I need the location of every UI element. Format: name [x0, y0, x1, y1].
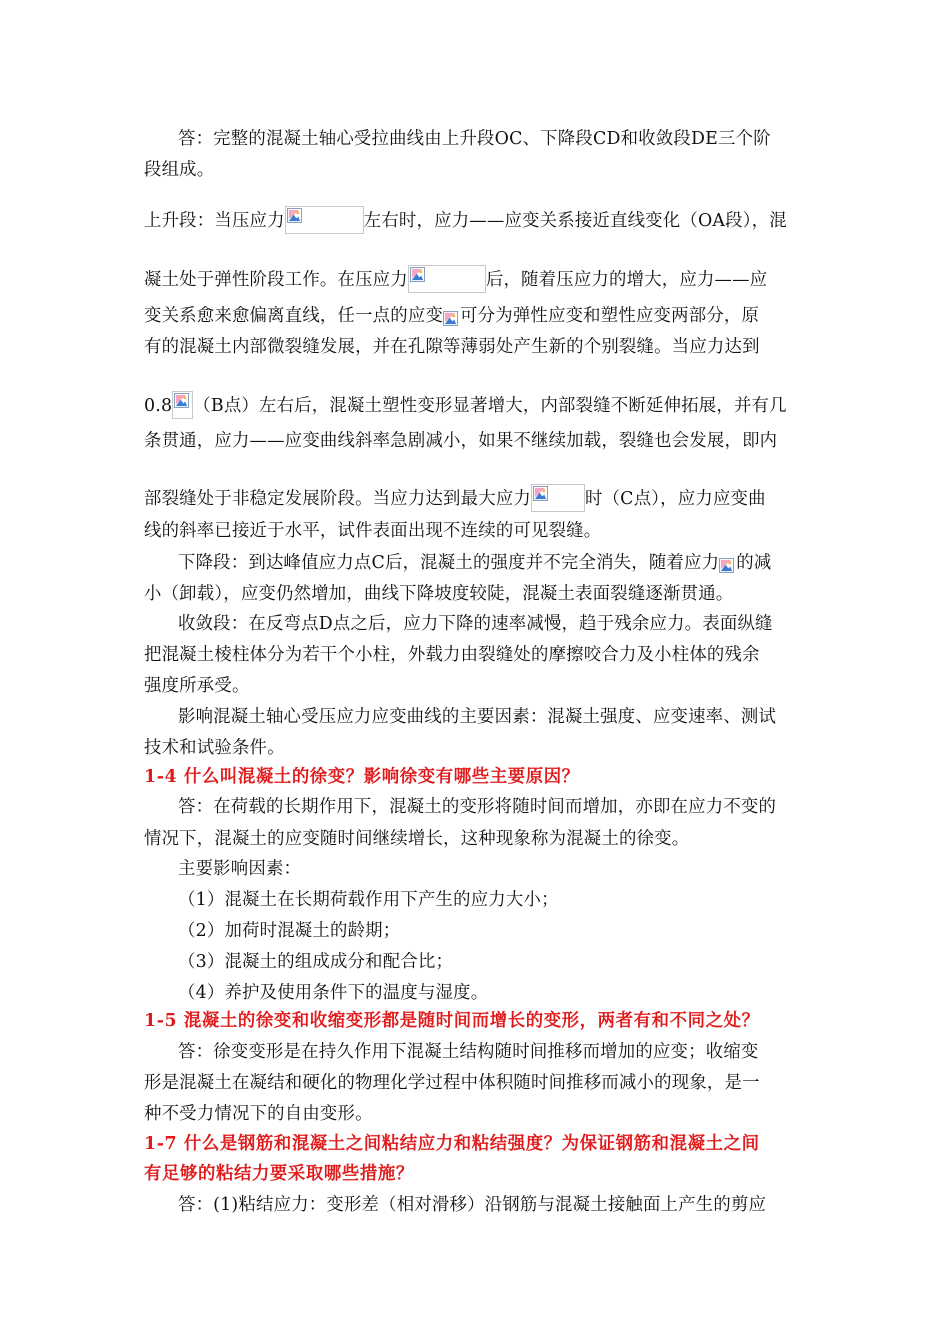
factors-line: [144, 735, 285, 761]
rising-stage-line: [144, 428, 777, 454]
rising-stage-line: [144, 206, 787, 232]
text-run: 时（C点），应力应变曲: [585, 489, 766, 509]
formula-image: [172, 391, 193, 419]
text-run: 后，随着压应力的增大，应力——应: [485, 270, 768, 290]
list-item: [178, 949, 453, 975]
text-run: （1）混凝土在长期荷载作用下产生的应力大小；: [178, 890, 559, 910]
answer-line: [144, 1070, 760, 1096]
text-run: 段组成。: [144, 160, 215, 180]
text-run: 左右时，应力——应变关系接近直线变化（OA段），混: [363, 211, 787, 231]
text-run: 1-7 什么是钢筋和混凝土之间粘结应力和粘结强度？为保证钢筋和混凝土之间: [144, 1134, 760, 1154]
text-run: 把混凝土棱柱体分为若干个小柱，外载力由裂缝处的摩擦咬合力及小柱体的残余: [144, 645, 760, 665]
text-run: （4）养护及使用条件下的温度与湿度。: [178, 983, 489, 1003]
text-run: 0.8: [144, 396, 173, 416]
text-run: 答：徐变变形是在持久作用下混凝土结构随时间推移而增加的应变；收缩变: [178, 1042, 759, 1062]
text-run: 部裂缝处于非稳定发展阶段。当应力达到最大应力: [144, 489, 531, 509]
broken-image-icon: [410, 267, 425, 282]
answer-paragraph-line: [144, 157, 214, 183]
answer-line: [178, 1039, 759, 1065]
answer-line: [178, 856, 301, 882]
text-run: （B点）左右后，混凝土塑性变形显著增大，内部裂缝不断延伸拓展，并有几: [193, 396, 787, 416]
text-run: （2）加荷时混凝土的龄期；: [178, 921, 401, 941]
text-run: 凝土处于弹性阶段工作。在压应力: [144, 270, 408, 290]
answer-line: [178, 794, 776, 820]
broken-image-icon: [533, 486, 548, 501]
text-run: 主要影响因素：: [178, 859, 302, 879]
text-run: 答：(1)粘结应力：变形差（相对滑移）沿钢筋与混凝土接触面上产生的剪应: [178, 1195, 767, 1215]
broken-image-icon: [174, 393, 189, 408]
text-run: 条贯通，应力——应变曲线斜率急剧减小，如果不继续加载，裂缝也会发展，即内: [144, 431, 778, 451]
text-run: 可分为弹性应变和塑性应变两部分，原: [460, 306, 760, 326]
answer-paragraph-line: [178, 126, 771, 152]
text-run: 小（卸载），应变仍然增加，曲线下降坡度较陡，混凝土表面裂缝逐渐贯通。: [144, 584, 734, 604]
falling-stage-line: [178, 550, 771, 576]
text-run: 线的斜率已接近于水平，试件表面出现不连续的可见裂缝。: [144, 521, 602, 541]
question-heading-1-4: [144, 764, 580, 790]
broken-image-icon: [719, 558, 734, 573]
converge-stage-line: [144, 642, 760, 668]
question-heading-1-7: [144, 1131, 760, 1157]
rising-stage-line: [144, 334, 760, 360]
formula-image: [285, 206, 364, 234]
question-heading-1-5: [144, 1008, 760, 1034]
broken-image-icon: [443, 311, 458, 326]
answer-line: [178, 1192, 766, 1218]
rising-stage-line: [144, 484, 766, 510]
text-run: （3）混凝土的组成成分和配合比；: [178, 952, 454, 972]
factors-line: [178, 704, 776, 730]
list-item: [178, 918, 400, 944]
rising-stage-line: [144, 391, 787, 417]
text-run: 收敛段：在反弯点D点之后，应力下降的速率减慢，趋于残余应力。表面纵缝: [178, 614, 773, 634]
text-run: 的减: [736, 553, 772, 573]
rising-stage-line: [144, 518, 601, 544]
text-run: 有足够的粘结力要采取哪些措施？: [144, 1164, 414, 1184]
text-run: 下降段：到达峰值应力点C后，混凝土的强度并不完全消失，随着应力: [178, 553, 720, 573]
text-run: 影响混凝土轴心受压应力应变曲线的主要因素：混凝土强度、应变速率、测试: [178, 707, 777, 727]
text-run: 变关系愈来愈偏离直线，任一点的应变: [144, 306, 444, 326]
falling-stage-line: [144, 581, 733, 607]
rising-stage-line: [144, 265, 767, 291]
formula-image: [443, 311, 460, 329]
answer-line: [144, 1101, 373, 1127]
text-run: 上升段：当压应力: [144, 211, 285, 231]
text-run: 答：在荷载的长期作用下，混凝土的变形将随时间而增加，亦即在应力不变的: [178, 797, 777, 817]
text-run: 技术和试验条件。: [144, 738, 285, 758]
converge-stage-line: [144, 673, 250, 699]
answer-line: [144, 826, 689, 852]
text-run: 强度所承受。: [144, 676, 250, 696]
text-run: 1-4 什么叫混凝土的徐变？影响徐变有哪些主要原因？: [144, 767, 580, 787]
question-heading-1-7: [144, 1161, 414, 1187]
text-run: 形是混凝土在凝结和硬化的物理化学过程中体积随时间推移而减小的现象，是一: [144, 1073, 760, 1093]
broken-image-icon: [287, 208, 302, 223]
formula-image: [719, 558, 736, 576]
rising-stage-line: [144, 303, 759, 329]
text-run: 答：完整的混凝土轴心受拉曲线由上升段OC、下降段CD和收敛段DE三个阶: [178, 129, 771, 149]
text-run: 种不受力情况下的自由变形。: [144, 1104, 373, 1124]
converge-stage-line: [178, 611, 773, 637]
list-item: [178, 887, 559, 913]
formula-image: [531, 484, 585, 512]
list-item: [178, 980, 488, 1006]
text-run: 有的混凝土内部微裂缝发展，并在孔隙等薄弱处产生新的个别裂缝。当应力达到: [144, 337, 760, 357]
text-run: 1-5 混凝土的徐变和收缩变形都是随时间而增长的变形，两者有和不同之处？: [144, 1011, 760, 1031]
text-run: 情况下，混凝土的应变随时间继续增长，这种现象称为混凝土的徐变。: [144, 829, 690, 849]
formula-image: [408, 265, 486, 293]
